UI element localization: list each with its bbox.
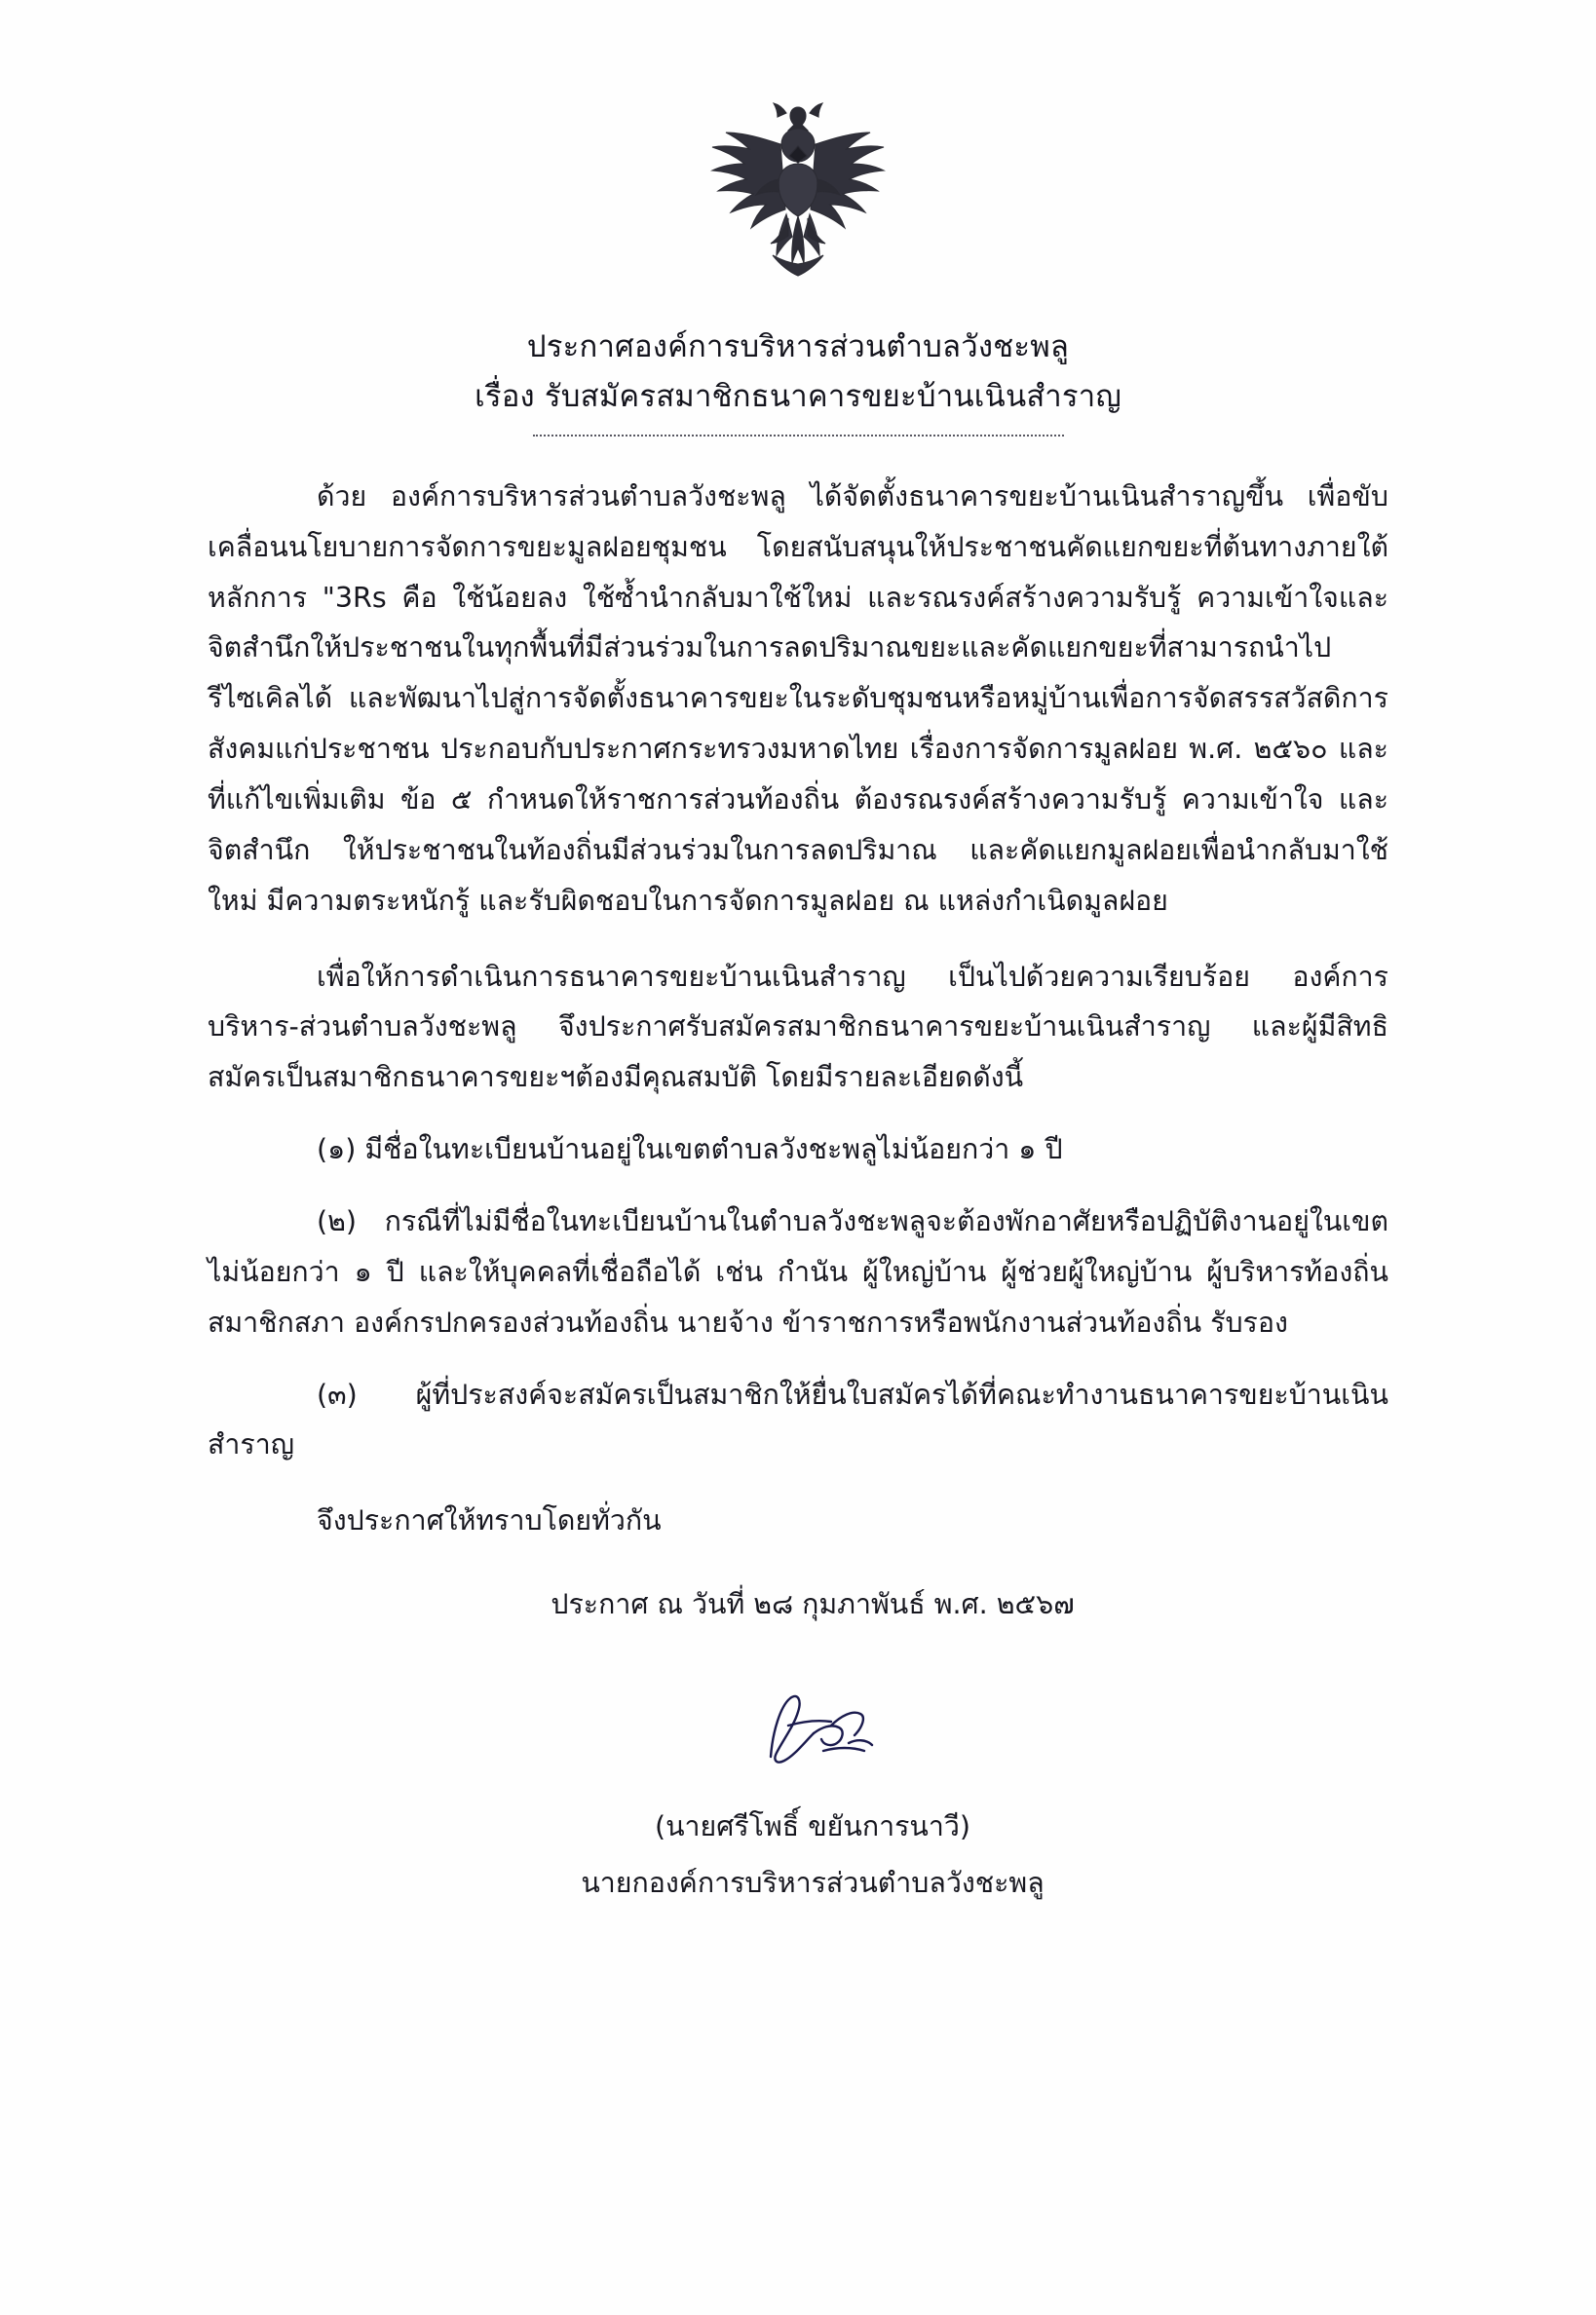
closing-statement: จึงประกาศให้ทราบโดยทั่วกัน (317, 1504, 662, 1537)
heading-divider (533, 435, 1064, 436)
handwritten-signature-icon (730, 1687, 895, 1776)
emblem-container (0, 0, 1596, 312)
announcement-org-title: ประกาศองค์การบริหารส่วนตำบลวังชะพลู (526, 329, 1070, 364)
announcement-date: ประกาศ ณ วันที่ ๒๘ กุมภาพันธ์ พ.ศ. ๒๕๖๗ (551, 1588, 1075, 1621)
garuda-emblem-icon (671, 90, 925, 312)
announcement-subject: เรื่อง รับสมัครสมาชิกธนาคารขยะบ้านเนินสำราญ (475, 378, 1121, 414)
signature-block (208, 1687, 1388, 1909)
paragraph-1: ด้วย องค์การบริหารส่วนตำบลวังชะพลู ได้จัดตั้งธนาคารขยะบ้านเนินสำราญขึ้น เพื่อขับเคลื่อนนโยบายการจัดการขยะมูลฝอยชุมชน โดยสนับสนุนให้ประชาชนคัดแยกขยะที่ต้นทางภายใต้หลักการ "3Rs คือ ใช้น้อยลง ใช้ซ้ำนำกลับมาใช้ใหม่ และรณรงค์สร้างความรับรู้ ความเข้าใจและจิตสำนึกให้ประชาชนในทุกพื้นที่มีส่วนร่วมในการลดปริมาณขยะและคัดแยกขยะที่สามารถนำไปรีไซเคิลได้ และพัฒนาไปสู่การจัดตั้งธนาคารขยะในระดับชุมชนหรือหมู่บ้านเพื่อการจัดสรรสวัสดิการสังคมแก่ประชาชน ประกอบกับประกาศกระทรวงมหาดไทย เรื่องการจัดการมูลฝอย พ.ศ. ๒๕๖๐ และที่แก้ไขเพิ่มเติม ข้อ ๕ กำหนดให้ราชการส่วนท้องถิ่น ต้องรณรงค์สร้างความรับรู้ ความเข้าใจ และจิตสำนึก ให้ประชาชนในท้องถิ่นมีส่วนร่วมในการลดปริมาณ และคัดแยกมูลฝอยเพื่อนำกลับมาใช้ใหม่ มีความตระหนักรู้ และรับผิดชอบในการจัดการมูลฝอย ณ แหล่งกำเนิดมูลฝอย (208, 479, 1388, 917)
paragraph-2: เพื่อให้การดำเนินการธนาคารขยะบ้านเนินสำราญ เป็นไปด้วยความเรียบร้อย องค์การบริหาร-ส่วนตำบลวังชะพลู จึงประกาศรับสมัครสมาชิกธนาคารขยะบ้านเนินสำราญ และผู้มีสิทธิสมัครเป็นสมาชิกธนาคารขยะฯต้องมีคุณสมบัติ โดยมีรายละเอียดดังนี้ (208, 960, 1388, 1094)
document-body (208, 436, 1388, 1909)
signer-title: นายกองค์การบริหารส่วนตำบลวังชะพลู (581, 1866, 1045, 1899)
signer-name: (นายศรีโพธิ์ ขยันการนาวี) (654, 1810, 971, 1843)
qualification-item-1: (๑) มีชื่อในทะเบียนบ้านอยู่ในเขตตำบลวังชะพลูไม่น้อยกว่า ๑ ปี (317, 1133, 1063, 1166)
qualification-item-3: (๓) ผู้ที่ประสงค์จะสมัครเป็นสมาชิกให้ยื่นใบสมัครได้ที่คณะทำงานธนาคารขยะบ้านเนินสำราญ (208, 1378, 1388, 1461)
document-heading (0, 325, 1596, 436)
qualification-item-2: (๒) กรณีที่ไม่มีชื่อในทะเบียนบ้านในตำบลวังชะพลูจะต้องพักอาศัยหรือปฏิบัติงานอยู่ในเขตไม่น้อยกว่า ๑ ปี และให้บุคคลที่เชื่อถือได้ เช่น กำนัน ผู้ใหญ่บ้าน ผู้ช่วยผู้ใหญ่บ้าน ผู้บริหารท้องถิ่น สมาชิกสภา องค์กรปกครองส่วนท้องถิ่น นายจ้าง ข้าราชการหรือพนักงานส่วนท้องถิ่น รับรอง (208, 1205, 1388, 1339)
